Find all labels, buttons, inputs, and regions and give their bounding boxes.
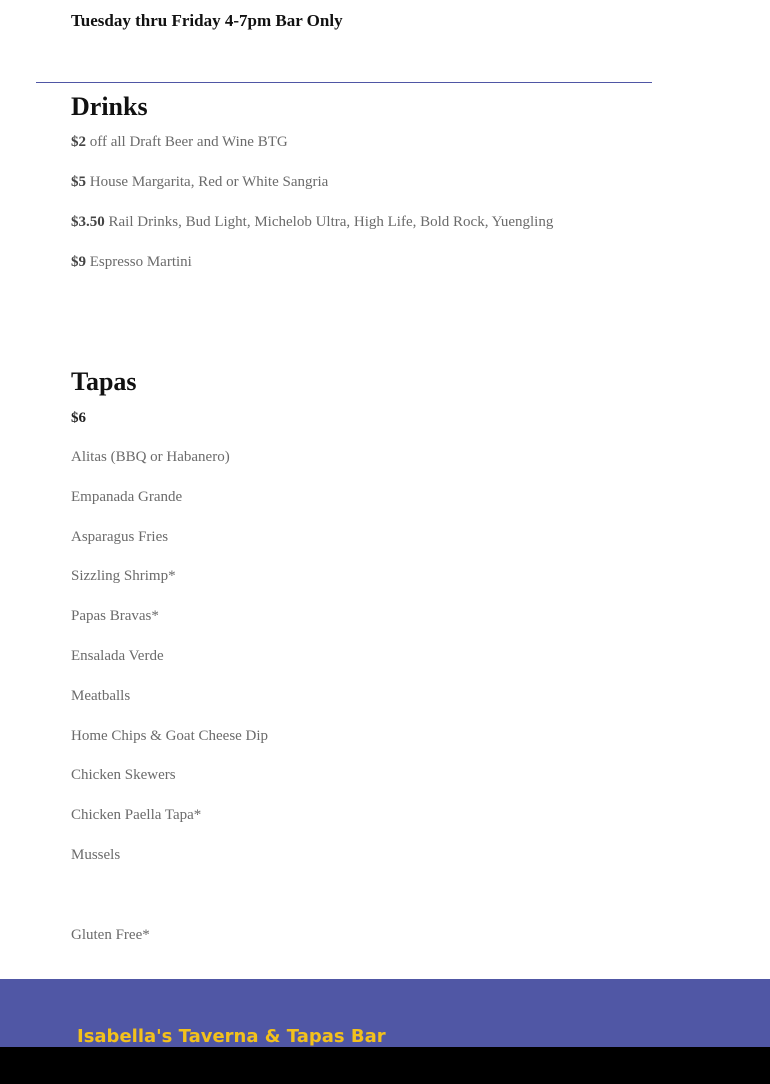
tapas-item: Sizzling Shrimp*	[71, 568, 176, 584]
drink-item	[71, 174, 328, 191]
drink-price: $2	[71, 134, 86, 150]
tapas-item: Chicken Skewers	[71, 767, 176, 783]
drink-description: Espresso Martini	[86, 254, 192, 270]
drink-price: $3.50	[71, 214, 105, 230]
section-divider	[36, 82, 652, 83]
gluten-free-note: Gluten Free*	[71, 927, 150, 943]
tapas-title: Tapas	[71, 367, 137, 396]
tapas-item: Ensalada Verde	[71, 648, 164, 664]
tapas-item: Alitas (BBQ or Habanero)	[71, 449, 230, 465]
drinks-title: Drinks	[71, 92, 148, 121]
drink-description: Rail Drinks, Bud Light, Michelob Ultra, High Life, Bold Rock, Yuengling	[104, 214, 554, 230]
footer-brand-link[interactable]: Isabella's Taverna & Tapas Bar	[77, 1026, 386, 1047]
tapas-item: Asparagus Fries	[71, 529, 169, 545]
drink-description: off all Draft Beer and Wine BTG	[86, 134, 288, 150]
tapas-item: Empanada Grande	[71, 489, 183, 505]
drink-description: House Margarita, Red or White Sangria	[86, 174, 329, 190]
drink-price: $5	[71, 174, 86, 190]
tapas-item: Meatballs	[71, 688, 131, 704]
site-footer	[0, 979, 770, 1047]
tapas-item: Home Chips & Goat Cheese Dip	[71, 728, 269, 744]
hours-note: Tuesday thru Friday 4-7pm Bar Only	[71, 11, 343, 30]
tapas-item: Chicken Paella Tapa*	[71, 807, 202, 823]
bottom-bar	[0, 1047, 770, 1084]
tapas-price: $6	[71, 410, 86, 426]
drink-item	[71, 254, 192, 271]
drink-item	[71, 134, 288, 151]
tapas-item: Papas Bravas*	[71, 608, 159, 624]
tapas-item: Mussels	[71, 847, 121, 863]
drink-item	[71, 214, 553, 231]
drink-price: $9	[71, 254, 86, 270]
